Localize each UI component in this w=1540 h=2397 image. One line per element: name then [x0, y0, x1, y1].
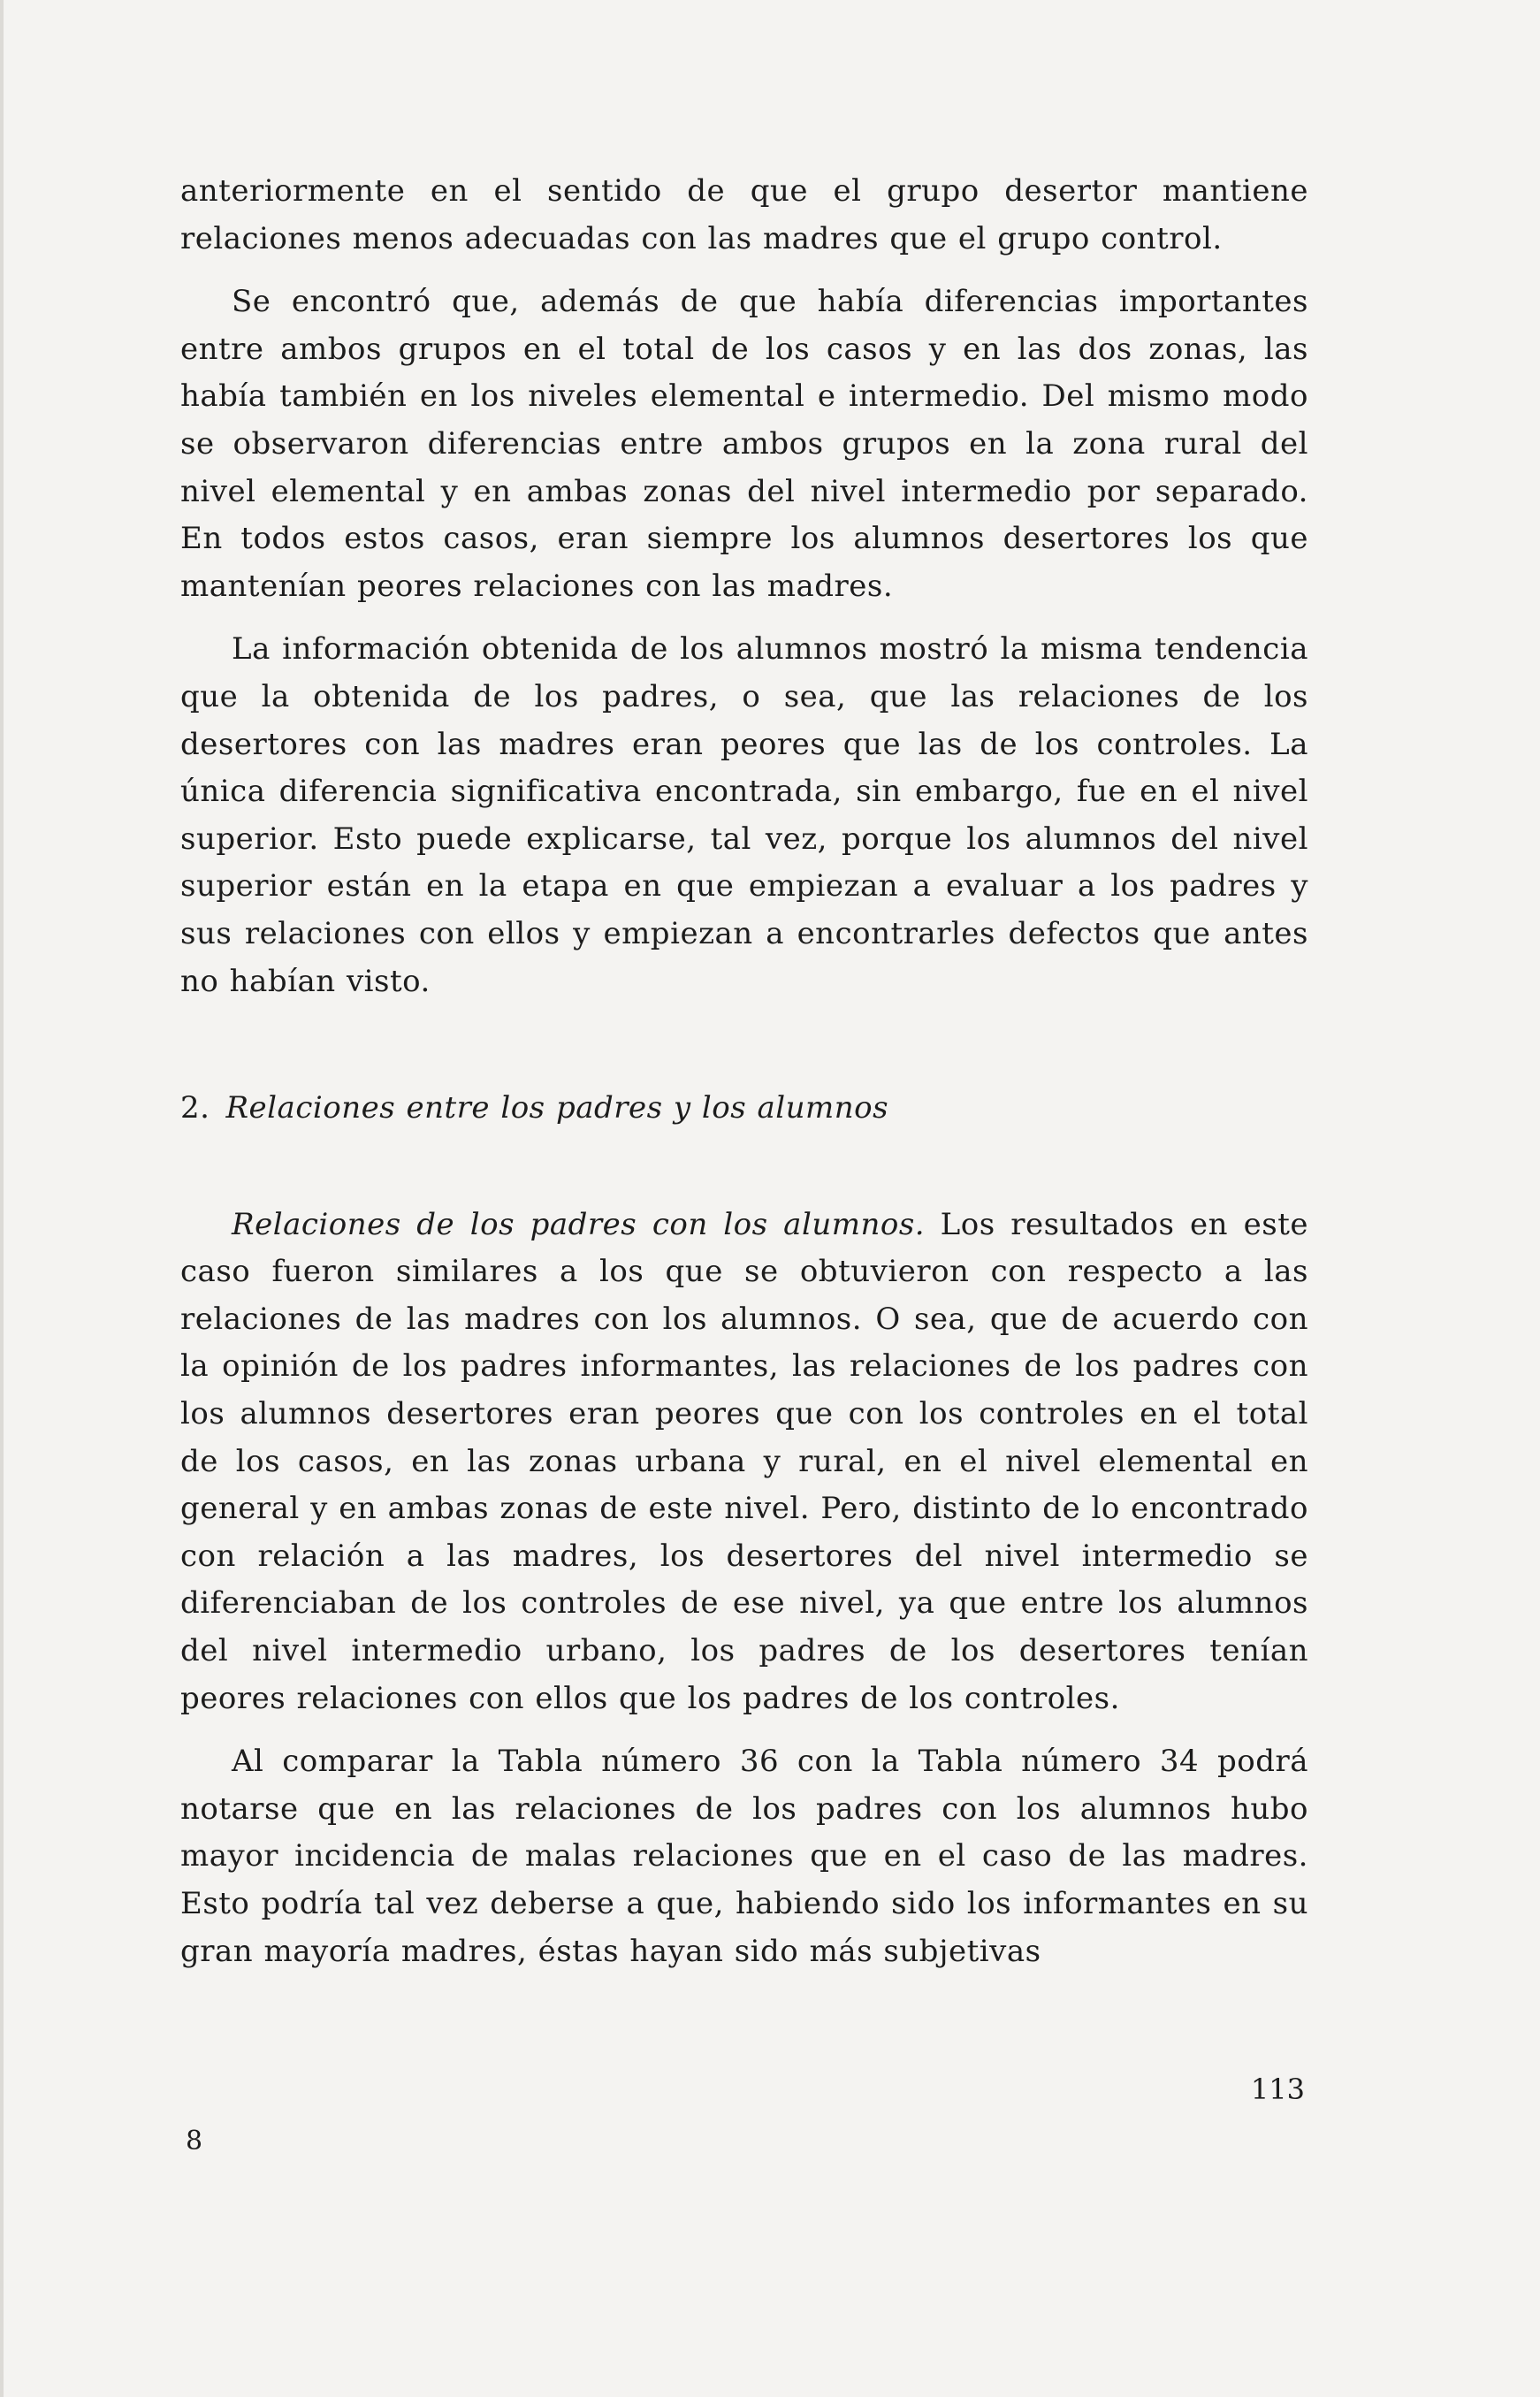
section-title: Relaciones entre los padres y los alumnos — [225, 1090, 889, 1126]
paragraph-student-information: La información obtenida de los alumnos mostró la misma tendencia que la obtenida de los padres, o sea, que las relaciones de los desertores con las madres eran peores que las de los controles. La única diferencia significativa encontrada, sin embargo, fue en el nivel superior. Esto puede explicarse, tal vez, porque los alumnos del nivel superior están en la etapa en que empiezan a evaluar a los padres y sus relaciones con ellos y empiezan a encontrarles defectos que antes no habían visto. — [180, 631, 1308, 999]
subsection-body: Los resultados en este caso fueron similares a los que se obtuvieron con respecto a las relaciones de las madres con los alumnos. O sea, que de acuerdo con la opinión de los padres informantes, las relaciones de los padres con los alumnos desertores eran peores que con los controles en el total de los casos, en las zonas urbana y rural, en el nivel elemental en general y en ambas zonas de este nivel. Pero, distinto de lo encontrado con relación a las madres, los desertores del nivel intermedio se diferenciaban de los controles de ese nivel, ya que entre los alumnos del nivel intermedio urbano, los padres de los desertores tenían peores relaciones con ellos que los padres de los controles. — [180, 1206, 1308, 1716]
section-heading — [180, 1085, 1308, 1133]
paragraph-differences: Se encontró que, además de que había diferencias importantes entre ambos grupos en el total de los casos y en las dos zonas, las había también en los niveles elemental e intermedio. Del mismo modo se observaron diferencias entre ambos grupos en la zona rural del nivel elemental y en ambas zonas del nivel intermedio por separado. En todos estos casos, eran siempre los alumnos desertores los que mantenían peores relaciones con las madres. — [180, 284, 1308, 604]
subsection-run-in-title: Relaciones de los padres con los alumnos. — [232, 1206, 926, 1242]
section-number: 2. — [180, 1090, 210, 1126]
printer-signature-mark: 8 — [186, 2126, 203, 2157]
paragraph-table-comparison: Al comparar la Tabla número 36 con la Tabla número 34 podrá notarse que en las relaciones de los padres con los alumnos hubo mayor incidencia de malas relaciones que en el caso de las madres. Esto podría tal vez deberse a que, habiendo sido los informantes en su gran mayoría madres, éstas hayan sido más subjetivas — [180, 1744, 1308, 1969]
page-number: 113 — [1250, 2073, 1305, 2106]
paragraph-continuation: anteriormente en el sentido de que el grupo desertor mantiene relaciones menos adecuadas con las madres que el grupo control. — [180, 173, 1308, 256]
body-text — [180, 168, 1308, 1991]
subsection-paragraph — [180, 1202, 1308, 1723]
